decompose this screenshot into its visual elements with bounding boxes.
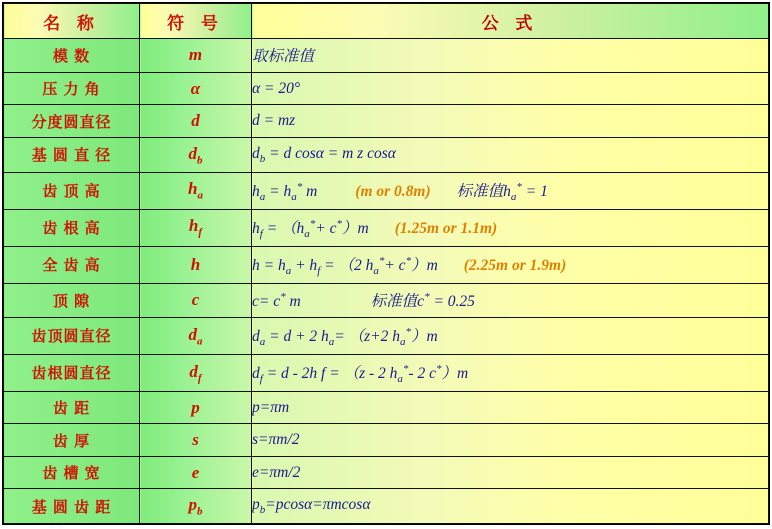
- row-formula: [252, 317, 769, 354]
- row-symbol: h: [140, 246, 252, 283]
- row-symbol: $d_f$: [140, 354, 252, 391]
- table-row: [4, 283, 769, 317]
- formula-note: (1.25m or 1.1m): [394, 219, 498, 237]
- row-symbol: e: [140, 456, 252, 489]
- gear-parameters-table-container: [2, 2, 770, 525]
- row-name: 顶 隙: [4, 283, 140, 317]
- formula-text: c= c* m: [252, 291, 301, 311]
- row-formula: [252, 489, 769, 524]
- formula-text: d = mz: [252, 112, 296, 130]
- formula-note: (2.25m or 1.9m): [463, 256, 567, 274]
- table-row: [4, 354, 769, 391]
- row-symbol: $h_f$: [140, 209, 252, 246]
- formula-text: $p_b=pcos\alpha=\pi mcos\alpha$: [252, 496, 371, 517]
- row-name: 分度圆直径: [4, 105, 140, 138]
- row-formula: [252, 283, 769, 317]
- table-row: [4, 172, 769, 209]
- table-header-row: [4, 4, 769, 39]
- row-name: 齿 根 高: [4, 209, 140, 246]
- header-formula: 公 式: [252, 4, 769, 39]
- row-name: 全 齿 高: [4, 246, 140, 283]
- row-formula: [252, 354, 769, 391]
- gear-parameters-table: [3, 3, 769, 524]
- table-row: [4, 39, 769, 73]
- table-row: [4, 72, 769, 105]
- row-formula: [252, 137, 769, 172]
- row-name: 基 圆 齿 距: [4, 489, 140, 524]
- formula-text: 取标准值: [252, 48, 315, 66]
- row-name: 齿顶圆直径: [4, 317, 140, 354]
- formula-text: s=πm/2: [252, 431, 300, 449]
- table-row: [4, 424, 769, 457]
- formula-text: $d_f = d - 2h$ f = （z - 2 $h_a^*-$ 2 c*）m: [252, 362, 469, 385]
- row-name: 压 力 角: [4, 72, 140, 105]
- formula-text: $h = h_a + h_f = (2$ $h_a^*+ c^*)m$: [252, 254, 438, 277]
- row-formula: [252, 246, 769, 283]
- row-symbol: d: [140, 105, 252, 138]
- header-name: 名 称: [4, 4, 140, 39]
- row-symbol: p: [140, 391, 252, 424]
- formula-text: e=πm/2: [252, 463, 301, 481]
- formula-text: $h_f = (h_a^*+ c^*)m$: [252, 217, 369, 240]
- row-symbol: $d_a$: [140, 317, 252, 354]
- row-symbol: c: [140, 283, 252, 317]
- formula-text: $d_a = d + 2$ $h_a= (z+2$ $h_a^*)m$: [252, 325, 438, 348]
- row-name: 齿 厚: [4, 424, 140, 457]
- formula-text: $h_a = h_a^*$ m: [252, 180, 318, 203]
- table-row: [4, 391, 769, 424]
- table-row: [4, 489, 769, 524]
- row-symbol: $d_b$: [140, 137, 252, 172]
- row-name: 齿 顶 高: [4, 172, 140, 209]
- row-name: 基 圆 直 径: [4, 137, 140, 172]
- row-formula: [252, 209, 769, 246]
- table-row: [4, 105, 769, 138]
- formula-text: p=πm: [252, 398, 290, 416]
- row-formula: [252, 172, 769, 209]
- row-formula: [252, 391, 769, 424]
- table-row: [4, 317, 769, 354]
- row-formula: [252, 456, 769, 489]
- row-symbol: $h_a$: [140, 172, 252, 209]
- table-row: [4, 209, 769, 246]
- row-name: 齿 槽 宽: [4, 456, 140, 489]
- row-symbol: α: [140, 72, 252, 105]
- formula-text: α = 20°: [252, 79, 301, 97]
- row-name: 模 数: [4, 39, 140, 73]
- row-symbol: m: [140, 39, 252, 73]
- table-row: [4, 137, 769, 172]
- table-row: [4, 456, 769, 489]
- row-formula: [252, 39, 769, 73]
- row-symbol: s: [140, 424, 252, 457]
- row-formula: [252, 105, 769, 138]
- formula-note: (m or 0.8m): [355, 182, 431, 200]
- header-symbol: 符 号: [140, 4, 252, 39]
- formula-standard: 标准值$h_a^* = 1$: [456, 180, 548, 203]
- row-symbol: $p_b$: [140, 489, 252, 524]
- table-row: [4, 246, 769, 283]
- formula-text: $d_b = d$ cosα = m z cosα: [252, 144, 396, 165]
- row-name: 齿根圆直径: [4, 354, 140, 391]
- row-formula: [252, 424, 769, 457]
- row-formula: [252, 72, 769, 105]
- row-name: 齿 距: [4, 391, 140, 424]
- formula-standard: 标准值c* = 0.25: [370, 291, 475, 311]
